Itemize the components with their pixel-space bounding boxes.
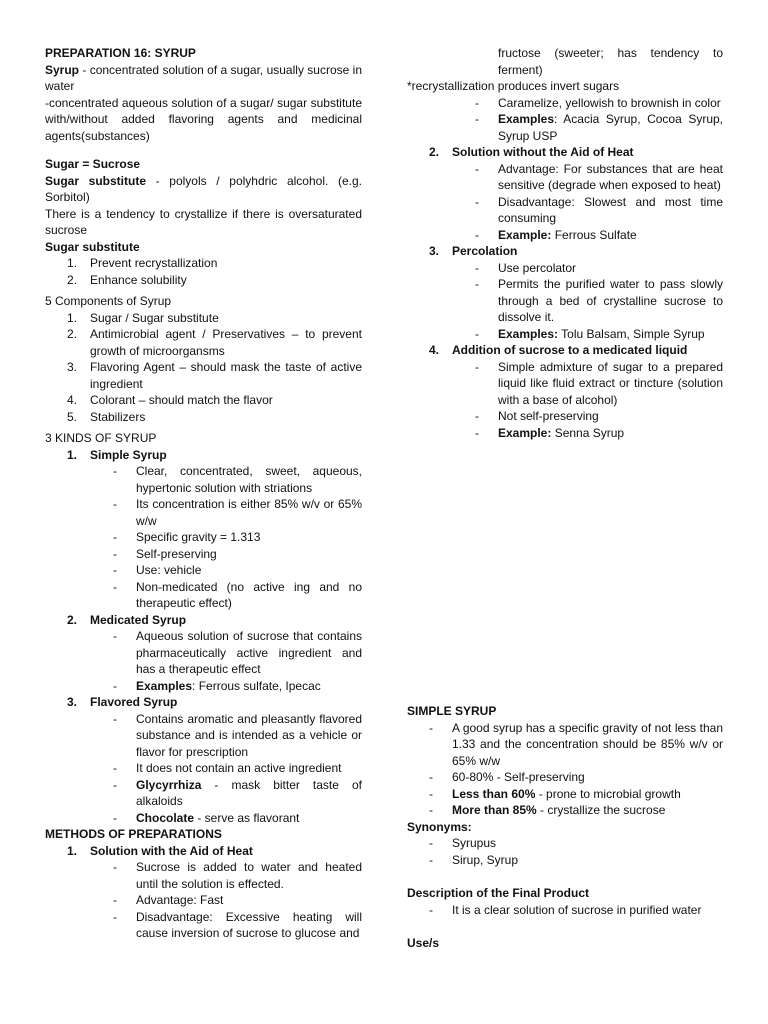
item-title: Solution without the Aid of Heat xyxy=(452,145,634,159)
list-item xyxy=(45,909,362,942)
list-item xyxy=(45,392,362,409)
list-item xyxy=(407,326,723,343)
item-text: Ferrous Sulfate xyxy=(551,227,637,242)
item-label: Chocolate xyxy=(136,810,195,825)
item-text: Sirup, Syrup xyxy=(452,852,519,867)
item-text: - prone to microbial growth xyxy=(535,786,681,801)
list-item xyxy=(45,678,362,695)
item-number: 1. xyxy=(67,256,78,270)
bullet-dash: - xyxy=(475,425,479,440)
simple-syrup-list xyxy=(407,720,723,819)
bullet-dash: - xyxy=(429,803,433,817)
list-item xyxy=(407,720,723,770)
item-label: Example: xyxy=(498,227,552,242)
list-item xyxy=(407,835,723,852)
item-text: Enhance solubility xyxy=(90,272,187,287)
bullet-dash: - xyxy=(113,860,117,874)
item-text: Advantage: For substances that are heat sensitive (degrade when exposed to heat) xyxy=(498,161,723,192)
item-text: Syrupus xyxy=(452,836,497,850)
bullet-dash: - xyxy=(429,852,433,867)
item-label: Examples xyxy=(136,678,193,693)
continued-items xyxy=(407,95,723,145)
list-item xyxy=(45,628,362,678)
list-item xyxy=(45,310,362,327)
bullet-dash: - xyxy=(475,161,479,176)
components-list xyxy=(45,310,362,426)
list-item xyxy=(407,852,723,869)
left-column xyxy=(45,45,362,942)
bullet-dash: - xyxy=(475,359,479,374)
list-item xyxy=(407,359,723,409)
substitute-definition xyxy=(45,173,362,206)
list-item xyxy=(407,161,723,194)
list-item xyxy=(45,892,362,909)
bullet-dash: - xyxy=(113,497,117,511)
item-text: It is a clear solution of sucrose in purified water xyxy=(452,902,702,917)
bullet-dash: - xyxy=(113,629,117,643)
item-title: Addition of sucrose to a medicated liquid xyxy=(452,343,688,357)
item-label: Examples: xyxy=(498,326,559,341)
list-item xyxy=(407,144,723,161)
bullet-dash: - xyxy=(113,711,117,726)
item-title: Medicated Syrup xyxy=(90,612,187,627)
substitute-list xyxy=(45,255,362,288)
bullet-dash: - xyxy=(429,836,433,850)
item-number: 2. xyxy=(429,145,440,159)
item-text: Specific gravity = 1.313 xyxy=(136,530,261,544)
item-text: Permits the purified water to pass slowly through a bed of crystalline sucrose to dissolve it. xyxy=(498,277,723,324)
list-item xyxy=(407,802,723,819)
item-number: 1. xyxy=(67,447,78,462)
list-item xyxy=(407,194,723,227)
list-item xyxy=(45,612,362,629)
bullet-dash: - xyxy=(113,678,117,693)
item-number: 4. xyxy=(67,393,78,407)
bullet-dash: - xyxy=(113,777,117,792)
kinds-heading: 3 KINDS OF SYRUP xyxy=(45,431,157,445)
bullet-dash: - xyxy=(113,530,117,544)
components-heading: 5 Components of Syrup xyxy=(45,294,172,308)
bullet-dash: - xyxy=(113,761,117,775)
item-text: 60-80% - Self-preserving xyxy=(452,770,585,784)
list-item xyxy=(45,579,362,612)
method-title: Solution with the Aid of Heat xyxy=(90,843,253,858)
list-item xyxy=(407,276,723,326)
item-text: Stabilizers xyxy=(90,409,146,424)
item-text: Disadvantage: Excessive heating will cause inversion of sucrose to glucose and xyxy=(136,909,362,940)
item-text: Use: vehicle xyxy=(136,563,202,577)
item-text: Simple admixture of sugar to a prepared liquid like fluid extract or tincture (solution with a base of alcohol) xyxy=(498,359,723,407)
item-number: 2. xyxy=(67,272,78,287)
list-item xyxy=(45,272,362,289)
bullet-dash: - xyxy=(113,909,117,924)
item-text: Clear, concentrated, sweet, aqueous, hypertonic solution with striations xyxy=(136,464,362,495)
item-number: 3. xyxy=(429,244,440,258)
bullet-dash: - xyxy=(429,902,433,917)
synonyms-list xyxy=(407,835,723,868)
bullet-dash: - xyxy=(429,786,433,801)
item-title: Flavored Syrup xyxy=(90,695,178,709)
item-text: Disadvantage: Slowest and most time consuming xyxy=(498,194,723,225)
bullet-dash: - xyxy=(113,893,117,907)
continued-text-body: fructose (sweeter; has tendency to ferment) xyxy=(498,46,723,77)
uses-heading: Use/s xyxy=(407,936,440,950)
item-number: 3. xyxy=(67,360,78,374)
item-label: More than 85% xyxy=(452,803,537,817)
sugar-equation: Sugar = Sucrose xyxy=(45,157,141,171)
item-number: 2. xyxy=(67,612,78,627)
item-title: Percolation xyxy=(452,244,518,258)
item-text: Tolu Balsam, Simple Syrup xyxy=(558,326,705,341)
list-item xyxy=(407,227,723,244)
item-number: 2. xyxy=(67,327,78,341)
list-item xyxy=(45,760,362,777)
list-item xyxy=(407,342,723,359)
item-text: - serve as flavorant xyxy=(194,810,300,825)
list-item xyxy=(407,95,723,112)
description-heading: Description of the Final Product xyxy=(407,886,590,900)
list-item xyxy=(407,425,723,442)
item-text: Non-medicated (no active ing and no therapeutic effect) xyxy=(136,579,362,610)
list-item xyxy=(45,694,362,711)
bullet-dash: - xyxy=(113,464,117,478)
item-label: Example: xyxy=(498,425,552,440)
right-column xyxy=(407,45,723,952)
continued-text xyxy=(407,45,723,78)
bullet-dash: - xyxy=(475,194,479,209)
item-number: 3. xyxy=(67,695,78,709)
item-text: Caramelize, yellowish to brownish in color xyxy=(498,95,721,110)
syrup-definition-2: -concentrated aqueous solution of a sugar/ sugar substitute with/without added flavoring agents and medicinal agents(substances) xyxy=(45,95,362,143)
item-number: 4. xyxy=(429,343,440,357)
list-item xyxy=(407,902,723,919)
syrup-definition xyxy=(45,62,362,95)
item-text: Antimicrobial agent / Preservatives – to prevent growth of microorgansms xyxy=(90,327,362,358)
item-text: Use percolator xyxy=(498,260,577,275)
crystallize-note: There is a tendency to crystallize if there is oversaturated sucrose xyxy=(45,206,362,237)
list-item xyxy=(45,496,362,529)
syrup-term: Syrup xyxy=(45,62,80,77)
list-item xyxy=(45,777,362,810)
item-text: Self-preserving xyxy=(136,546,217,561)
item-text: - crystallize the sucrose xyxy=(536,803,666,817)
item-text: Aqueous solution of sucrose that contains pharmaceutically active ingredient and has a therapeutic effect xyxy=(136,629,362,676)
list-item xyxy=(45,409,362,426)
item-text: Flavoring Agent – should mask the taste of active ingredient xyxy=(90,360,362,391)
list-item xyxy=(407,786,723,803)
bullet-dash: - xyxy=(475,112,479,126)
method-1 xyxy=(45,843,362,860)
item-text: - mask bitter taste of alkaloids xyxy=(136,777,362,808)
description-list xyxy=(407,902,723,919)
item-text: Advantage: Fast xyxy=(136,893,224,907)
item-text: Its concentration is either 85% w/v or 65% w/w xyxy=(136,497,362,528)
list-item xyxy=(45,529,362,546)
item-number: 5. xyxy=(67,409,78,424)
right-methods xyxy=(407,144,723,441)
list-item xyxy=(45,546,362,563)
bullet-dash: - xyxy=(475,227,479,242)
substitute-def-text: - polyols / polyhdric alcohol. (e.g. Sorbitol) xyxy=(45,173,362,204)
bullet-dash: - xyxy=(113,546,117,561)
list-item xyxy=(45,859,362,892)
item-number: 1. xyxy=(67,843,78,858)
list-item xyxy=(407,408,723,425)
kinds-list xyxy=(45,447,362,827)
list-item xyxy=(407,260,723,277)
bullet-dash: - xyxy=(429,770,433,784)
item-text: : Ferrous sulfate, Ipecac xyxy=(192,678,321,693)
list-item xyxy=(45,359,362,392)
list-item xyxy=(45,326,362,359)
synonyms-heading: Synonyms: xyxy=(407,819,472,834)
method-1-items xyxy=(45,859,362,942)
item-text: Sucrose is added to water and heated until the solution is effected. xyxy=(136,860,362,891)
bullet-dash: - xyxy=(475,409,479,423)
item-label: Less than 60% xyxy=(452,786,536,801)
item-text: A good syrup has a specific gravity of not less than 1.33 and the concentration should be 85% w/v or 65% w/w xyxy=(452,720,723,768)
bullet-dash: - xyxy=(475,277,479,291)
substitute-heading: Sugar substitute xyxy=(45,239,140,254)
bullet-dash: - xyxy=(475,95,479,110)
bullet-dash: - xyxy=(429,720,433,735)
recrystallization-note: *recrystallization produces invert sugars xyxy=(407,79,620,93)
item-label: Examples xyxy=(498,112,555,126)
list-item xyxy=(407,243,723,260)
bullet-dash: - xyxy=(475,326,479,341)
item-text: Senna Syrup xyxy=(551,425,625,440)
methods-heading: METHODS OF PREPARATIONS xyxy=(45,827,222,841)
list-item xyxy=(407,769,723,786)
simple-syrup-heading: SIMPLE SYRUP xyxy=(407,704,497,718)
item-text: Prevent recrystallization xyxy=(90,256,218,270)
list-item xyxy=(45,255,362,272)
bullet-dash: - xyxy=(113,579,117,594)
item-title: Simple Syrup xyxy=(90,447,167,462)
bullet-dash: - xyxy=(113,810,117,825)
item-text: Not self-preserving xyxy=(498,409,599,423)
item-text: Sugar / Sugar substitute xyxy=(90,310,219,325)
item-text: : Acacia Syrup, Cocoa Syrup, Syrup USP xyxy=(498,112,723,143)
list-item xyxy=(45,447,362,464)
bullet-dash: - xyxy=(113,563,117,577)
item-number: 1. xyxy=(67,310,78,325)
list-item xyxy=(45,810,362,827)
item-text: Colorant – should match the flavor xyxy=(90,393,273,407)
item-label: Glycyrrhiza xyxy=(136,777,202,792)
list-item xyxy=(45,562,362,579)
bullet-dash: - xyxy=(475,260,479,275)
syrup-def-text: - concentrated solution of a sugar, usually sucrose in water xyxy=(45,62,362,93)
list-item xyxy=(407,111,723,144)
item-text: Contains aromatic and pleasantly flavored substance and is intended as a vehicle or flavor for prescription xyxy=(136,711,362,759)
list-item xyxy=(45,711,362,761)
list-item xyxy=(45,463,362,496)
substitute-term: Sugar substitute xyxy=(45,173,146,188)
page-title: PREPARATION 16: SYRUP xyxy=(45,46,196,60)
item-text: It does not contain an active ingredient xyxy=(136,761,342,775)
